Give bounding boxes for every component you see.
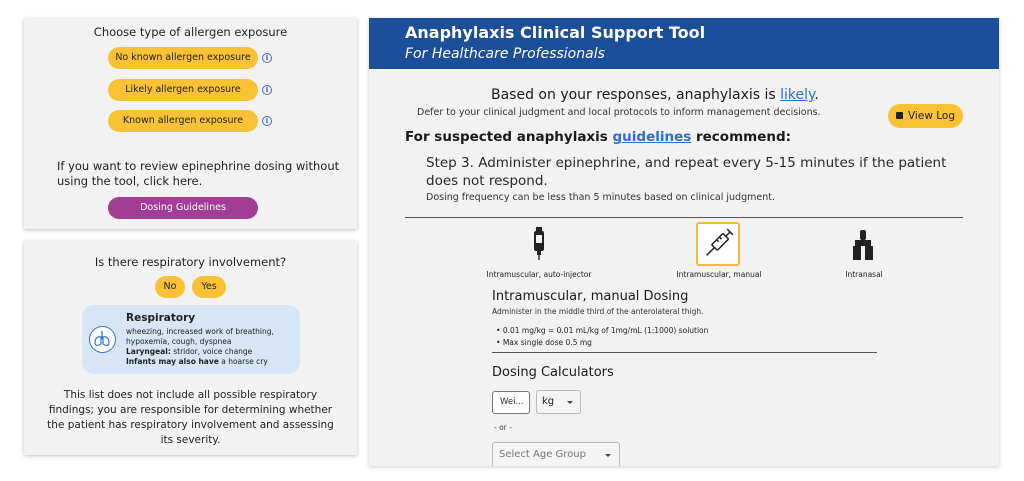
laryngeal-line [126,347,252,357]
respiratory-yes-button[interactable]: Yes [192,276,226,298]
dosing-bullet-text: 0.01 mg/kg = 0.01 mL/kg of 1mg/mL (1:1000) solution [502,326,709,335]
dosing-subtitle: Administer in the middle third of the anterolateral thigh. [492,307,704,316]
no-known-exposure-button[interactable]: No known allergen exposure [108,47,258,69]
chevron-down-icon [605,454,611,457]
infants-label: Infants may also have [126,357,219,366]
info-icon[interactable]: i [262,85,272,95]
age-group-placeholder: Select Age Group [499,449,586,460]
step-instruction: Step 3. Administer epinephrine, and repeat every 5-15 minutes if the patient does not respond. [426,155,947,189]
recommendation-heading [405,129,791,145]
weight-unit-select[interactable] [536,390,581,414]
result-statement [491,87,819,103]
dosing-bullet-text: Max single dose 0.5 mg [502,338,592,347]
exposure-title: Choose type of allergen exposure [93,25,288,39]
weight-unit-value: kg [542,396,555,407]
respiratory-question: Is there respiratory involvement? [94,255,287,269]
auto-injector-icon [517,222,561,266]
likely-exposure-button[interactable]: Likely allergen exposure [108,79,258,101]
nasal-spray-icon [841,222,885,266]
respiratory-no-button[interactable]: No [155,276,185,298]
infants-text: a hoarse cry [218,357,268,366]
lungs-icon [89,326,116,353]
defer-text: Defer to your clinical judgment and local protocols to inform management decisions. [417,107,821,118]
respiratory-info-box [82,305,300,374]
chevron-down-icon [567,401,573,404]
review-text-line-2: using the tool, click here. [57,174,203,188]
result-prefix: Based on your responses, anaphylaxis is [491,87,781,103]
view-log-button[interactable] [888,104,963,128]
likely-link[interactable]: likely [780,87,815,103]
info-icon[interactable]: i [262,53,272,63]
log-icon [896,112,903,119]
view-log-label: View Log [907,110,955,122]
infants-line [126,357,268,367]
laryngeal-text: stridor, voice change [170,347,253,356]
calculators-title: Dosing Calculators [492,365,614,380]
dosing-title: Intramuscular, manual Dosing [492,289,689,304]
route-intranasal-label: Intranasal [845,270,883,279]
info-icon[interactable]: i [262,116,272,126]
laryngeal-label: Laryngeal: [126,347,171,356]
review-text-line-1: If you want to review epinephrine dosing without [57,159,340,173]
disclaimer-line-1: This list does not include all possible respiratory [63,389,318,401]
syringe-icon [698,224,738,264]
dosing-bullet: • Max single dose 0.5 mg [496,338,592,347]
allergen-exposure-card [24,18,357,229]
result-suffix: . [814,87,819,103]
divider [492,352,877,353]
app-subtitle: For Healthcare Professionals [405,46,605,62]
known-exposure-button[interactable]: Known allergen exposure [108,110,258,132]
route-auto-injector-button[interactable] [517,222,561,266]
guidelines-link[interactable]: guidelines [612,129,692,145]
route-manual-button[interactable] [696,222,740,266]
dosing-guidelines-button[interactable]: Dosing Guidelines [108,197,258,219]
or-separator: - or - [494,423,512,432]
dosing-bullet: • 0.01 mg/kg = 0.01 mL/kg of 1mg/mL (1:1000) solution [496,326,709,335]
divider [405,217,963,218]
frequency-note: Dosing frequency can be less than 5 minutes based on clinical judgment. [426,192,775,203]
route-manual-label: Intramuscular, manual [676,270,762,279]
respiratory-symptoms-1: wheezing, increased work of breathing, [126,327,274,336]
respiratory-card [24,241,357,455]
suspect-prefix: For suspected anaphylaxis [405,129,613,145]
respiratory-symptoms-2: hypoxemia, cough, dyspnea [126,337,232,346]
suspect-suffix: recommend: [691,129,792,145]
app-title: Anaphylaxis Clinical Support Tool [405,23,706,42]
route-intranasal-button[interactable] [841,222,885,266]
disclaimer-line-4: its severity. [160,434,221,446]
disclaimer-line-3: the patient has respiratory involvement and assessing [47,419,334,431]
clinical-support-panel [369,18,999,466]
app-header [369,18,999,69]
weight-input[interactable]: Wei... [492,391,530,414]
disclaimer-line-2: findings; you are responsible for determining whether [48,404,333,416]
age-group-select[interactable] [492,442,620,466]
respiratory-heading: Respiratory [126,312,196,324]
route-auto-injector-label: Intramuscular, auto-injector [486,270,592,279]
